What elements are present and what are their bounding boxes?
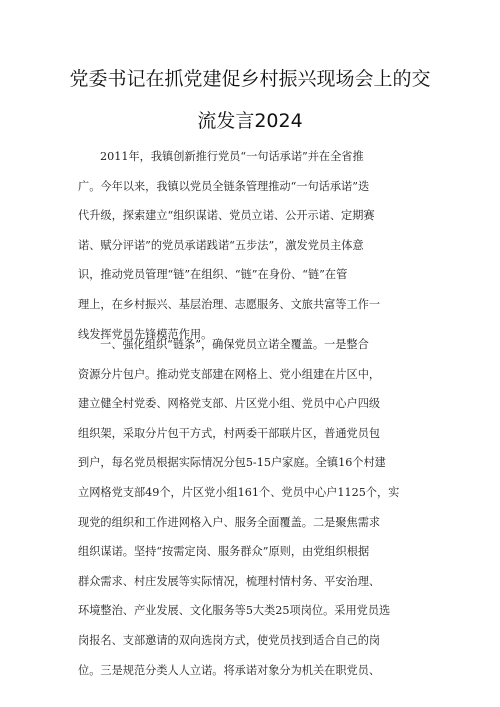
paragraph-line: 立网格党支部49个，片区党小组161个、党员中心户1125个，实: [78, 485, 400, 499]
paragraph-line: 建立健全村党委、网格党支部、片区党小组、党员中心户四级: [78, 397, 381, 411]
paragraph-line: 岗报名、支部邀请的双向选岗方式，使党员找到适合自己的岗: [78, 633, 381, 647]
paragraph-line: 环境整治、产业发展、文化服务等5大类25项岗位。采用党员选: [78, 604, 391, 618]
paragraph-line: 资源分片包户。推动党支部建在网格上、党小组建在片区中，: [78, 367, 381, 381]
paragraph-line: 诺、赋分评诺”的党员承诺践诺“五步法”，激发党员主体意: [78, 238, 364, 252]
paragraph-intro: [78, 142, 430, 349]
paragraph-line: 现党的组织和工作进网格入户、服务全面覆盖。二是聚焦需求: [78, 515, 381, 529]
paragraph-line: 代升级，探索建立“组织谋诺、党员立诺、公开示诺、定期赛: [78, 209, 375, 223]
paragraph-section-one: [78, 330, 430, 685]
paragraph-line: 广。今年以来，我镇以党员全链条管理推动“一句话承诺”迭: [78, 179, 370, 193]
paragraph-line: 理上，在乡村振兴、基层治理、志愿服务、文旅共富等工作一: [78, 297, 381, 311]
paragraph-line: 识，推动党员管理“链”在组织、“链”在身份、“链”在管: [78, 268, 348, 282]
paragraph-line: 2011年，我镇创新推行党员“一句话承诺”并在全省推: [100, 150, 364, 163]
paragraph-line: 到户，每名党员根据实际情况分包5-15户家庭。全镇16个村建: [78, 456, 386, 470]
paragraph-line: 一、强化组织“链条”，确保党员立诺全覆盖。一是整合: [100, 338, 369, 351]
paragraph-line: 线发挥党员先锋模范作用。: [78, 327, 213, 341]
document-title-line-2: 流发言2024: [197, 110, 303, 132]
paragraph-line: 组织谋诺。坚持“按需定岗、服务群众”原则，由党组织根据: [78, 545, 370, 559]
paragraph-line: 群众需求、村庄发展等实际情况，梳理村情村务、平安治理、: [78, 574, 381, 588]
paragraph-line: 位。三是规范分类人人立诺。将承诺对象分为机关在职党员、: [78, 663, 381, 677]
document-title-line-1: 党委书记在抓党建促乡村振兴现场会上的交: [69, 68, 431, 90]
paragraph-line: 组织架，采取分片包干方式，村两委干部联片区，普通党员包: [78, 426, 381, 440]
